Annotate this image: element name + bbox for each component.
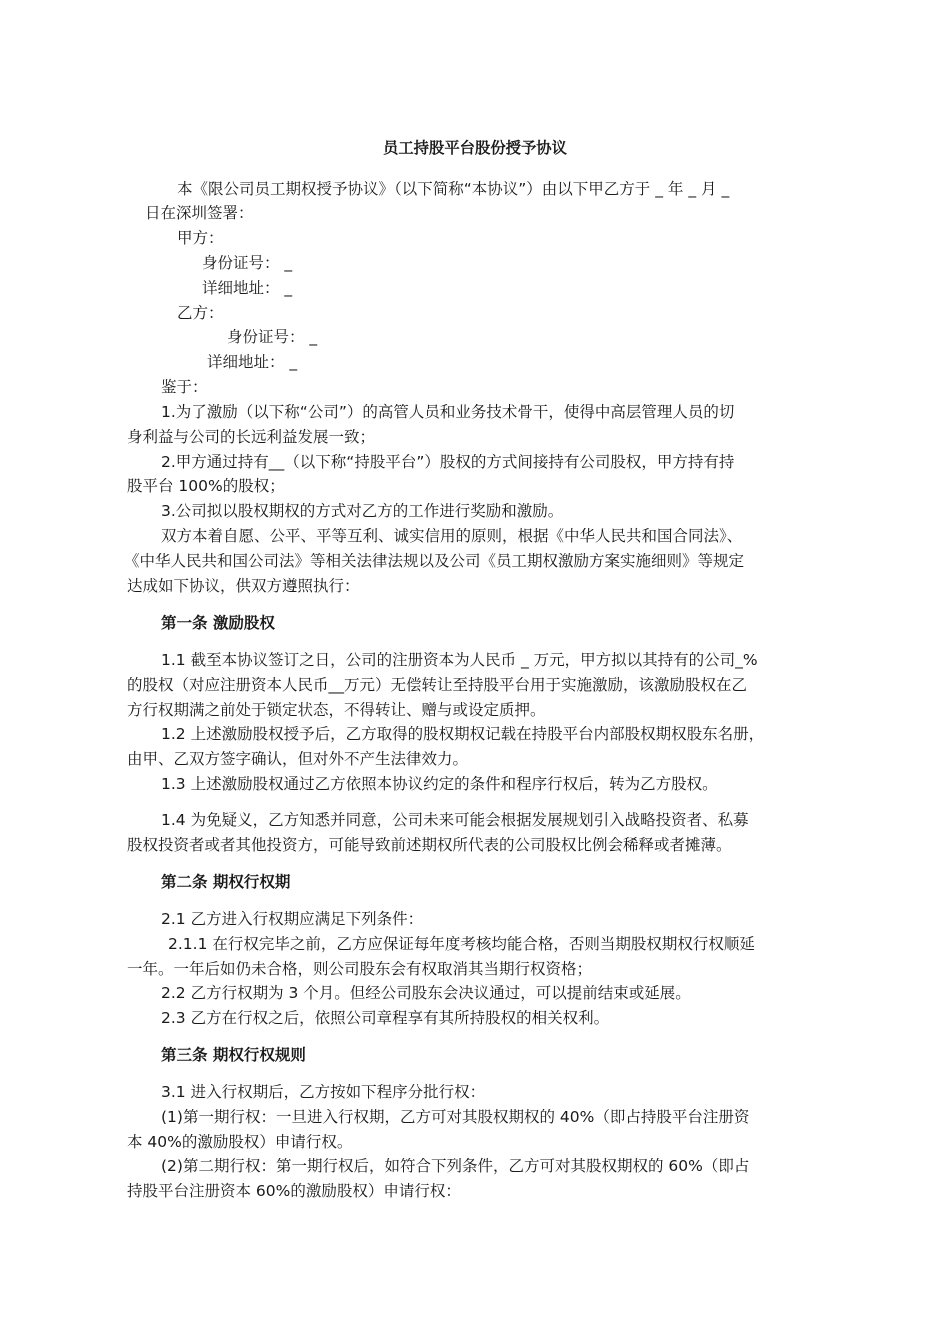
party-b-address: 详细地址： _ xyxy=(207,353,298,371)
intro-line: 达成如下协议，供双方遵照执行： xyxy=(127,577,360,595)
clause-line: 持股平台注册资本 60%的激励股权）申请行权： xyxy=(127,1182,461,1200)
clause-line: 2.2 乙方行权期为 3 个月。但经公司股东会决议通过，可以提前结束或延展。 xyxy=(161,984,691,1002)
clause-line: 方行权期满之前处于锁定状态，不得转让、赠与或设定质押。 xyxy=(127,701,546,719)
clause-line: 1.2 上述激励股权授予后，乙方取得的股权期权记载在持股平台内部股权期权股东名册， xyxy=(161,725,765,743)
document-title: 员工持股平台股份授予协议 xyxy=(383,139,567,157)
clause-line: 2.1.1 在行权完毕之前，乙方应保证每年度考核均能合格，否则当期股权期权行权顺延 xyxy=(168,935,755,953)
clause-line: (2)第二期行权：第一期行权后，如符合下列条件，乙方可对其股权期权的 60%（即占 xyxy=(161,1157,750,1175)
article-1-heading: 第一条 激励股权 xyxy=(161,614,275,632)
clause-line: 2.1 乙方进入行权期应满足下列条件： xyxy=(161,910,424,928)
whereas-label: 鉴于： xyxy=(161,378,208,396)
party-a-id: 身份证号： _ xyxy=(202,254,293,272)
party-a-label: 甲方： xyxy=(177,229,224,247)
party-b-label: 乙方： xyxy=(177,304,224,322)
clause-line: 1.1 截至本协议签订之日，公司的注册资本为人民币 _ 万元，甲方拟以其持有的公司_% xyxy=(161,651,758,669)
recital-line: 1.为了激励（以下称“公司”）的高管人员和业务技术骨干，使得中高层管理人员的切 xyxy=(161,403,735,421)
clause-line: 的股权（对应注册资本人民币__万元）无偿转让至持股平台用于实施激励，该激励股权在乙 xyxy=(127,676,748,694)
clause-line: (1)第一期行权：一旦进入行权期，乙方可对其股权期权的 40%（即占持股平台注册资 xyxy=(161,1108,750,1126)
preamble-line: 日在深圳签署： xyxy=(145,204,254,222)
party-b-id: 身份证号： _ xyxy=(227,328,318,346)
clause-line: 1.3 上述激励股权通过乙方依照本协议约定的条件和程序行权后，转为乙方股权。 xyxy=(161,775,718,793)
recital-line: 股平台 100%的股权； xyxy=(127,477,285,495)
intro-line: 《中华人民共和国公司法》等相关法律法规以及公司《员工期权激励方案实施细则》等规定 xyxy=(124,552,745,570)
recital-line: 身利益与公司的长远利益发展一致； xyxy=(127,428,376,446)
clause-line: 本 40%的激励股权）申请行权。 xyxy=(127,1133,353,1151)
preamble-line: 本《限公司员工期权授予协议》（以下简称“本协议”）由以下甲乙方于 _ 年 _ 月 _ xyxy=(177,180,730,198)
clause-line: 2.3 乙方在行权之后，依照公司章程享有其所持股权的相关权利。 xyxy=(161,1009,610,1027)
recital-line: 3.公司拟以股权期权的方式对乙方的工作进行奖励和激励。 xyxy=(161,502,564,520)
clause-line: 1.4 为免疑义，乙方知悉并同意，公司未来可能会根据发展规划引入战略投资者、私募 xyxy=(161,811,749,829)
intro-line: 双方本着自愿、公平、平等互利、诚实信用的原则，根据《中华人民共和国合同法》、 xyxy=(161,527,743,545)
clause-line: 一年。一年后如仍未合格，则公司股东会有权取消其当期行权资格； xyxy=(127,960,593,978)
clause-line: 3.1 进入行权期后，乙方按如下程序分批行权： xyxy=(161,1083,486,1101)
article-3-heading: 第三条 期权行权规则 xyxy=(161,1046,306,1064)
recital-line: 2.甲方通过持有__（以下称“持股平台”）股权的方式间接持有公司股权，甲方持有持 xyxy=(161,453,735,471)
clause-line: 由甲、乙双方签字确认，但对外不产生法律效力。 xyxy=(127,750,469,768)
article-2-heading: 第二条 期权行权期 xyxy=(161,873,291,891)
party-a-address: 详细地址： _ xyxy=(202,279,293,297)
clause-line: 股权投资者或者其他投资方，可能导致前述期权所代表的公司股权比例会稀释或者摊薄。 xyxy=(127,836,732,854)
